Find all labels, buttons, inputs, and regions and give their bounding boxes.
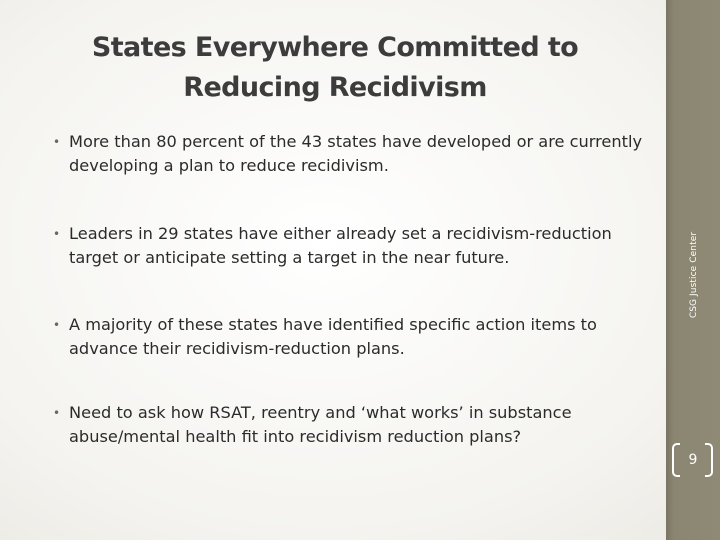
bullet-text: More than 80 percent of the 43 states have developed or are currently developing a plan to reduce recidivism.: [69, 132, 643, 175]
bullet-item: [53, 130, 643, 178]
bullet-item: [53, 401, 643, 449]
bullet-text: Leaders in 29 states have either already set a recidivism-reduction target or anticipate setting a target in the near future.: [69, 224, 612, 267]
bullet-dot-icon: •: [53, 135, 61, 149]
bullet-item: [53, 313, 643, 361]
bullet-dot-icon: •: [53, 318, 61, 332]
bullet-text: A majority of these states have identified specific action items to advance their recidivism-reduction plans.: [69, 315, 597, 358]
title-line-2: Reducing Recidivism: [183, 72, 487, 103]
sidebar-label: CSG Justice Center: [689, 231, 700, 319]
page-number-container: [666, 440, 720, 480]
sidebar-label-container: [669, 200, 719, 350]
slide-title: [60, 28, 610, 108]
bullet-dot-icon: •: [53, 227, 61, 241]
title-line-1: States Everywhere Committed to: [91, 32, 579, 63]
bullet-list: [53, 130, 643, 449]
bullet-text: Need to ask how RSAT, reentry and ‘what works’ in substance abuse/mental health fit into recidivism reduction plans?: [69, 403, 572, 446]
bullet-item: [53, 222, 643, 270]
page-number: 9: [688, 452, 698, 468]
bullet-dot-icon: •: [53, 406, 61, 420]
